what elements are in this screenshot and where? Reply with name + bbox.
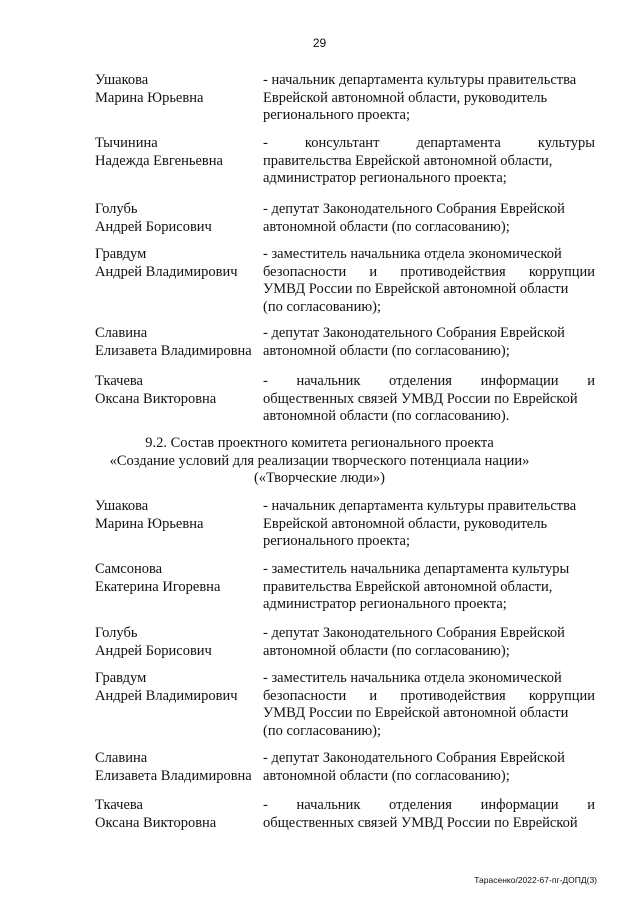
member-role-line: (по согласованию); xyxy=(263,298,382,315)
member-given-names: Надежда Евгеньевна xyxy=(95,152,223,169)
member-surname: Ткачева xyxy=(95,797,143,813)
member-role xyxy=(263,72,595,125)
member-role-line: - начальник отделения информации и xyxy=(263,797,595,813)
member-surname: Гравдум xyxy=(95,670,147,686)
member-role xyxy=(263,135,595,188)
member-entry xyxy=(95,72,595,125)
member-surname: Ткачева xyxy=(95,373,143,389)
member-given-names: Андрей Владимирович xyxy=(95,263,238,280)
member-role-line: УМВД России по Еврейской автономной области xyxy=(263,705,569,721)
member-role xyxy=(263,625,595,660)
page-number: 29 xyxy=(312,36,327,50)
member-role-line: администратор регионального проекта; xyxy=(263,596,507,612)
member-name xyxy=(95,498,263,551)
member-role-line: - депутат Законодательного Собрания Еврейской xyxy=(263,625,565,641)
member-given-names: Андрей Борисович xyxy=(95,642,212,659)
member-surname: Ушакова xyxy=(95,498,149,514)
member-role-line: Еврейской автономной области, руководитель xyxy=(263,89,548,106)
member-role-line: (по согласованию); xyxy=(263,722,382,739)
member-name xyxy=(95,797,263,832)
member-role-line: - заместитель начальника департамента культуры xyxy=(263,561,570,577)
member-surname: Славина xyxy=(95,750,148,766)
member-surname: Тычинина xyxy=(95,135,158,151)
member-entry xyxy=(95,325,595,360)
member-role-line: регионального проекта; xyxy=(263,107,410,123)
member-role xyxy=(263,325,595,360)
member-role-line: - начальник отделения информации и xyxy=(263,373,595,389)
member-given-names: Андрей Борисович xyxy=(95,218,212,235)
member-role-line: безопасности и противодействия коррупции xyxy=(263,687,595,704)
section-heading-line: «Создание условий для реализации творческого потенциала нации» xyxy=(109,452,530,469)
member-role-line: автономной области (по согласованию). xyxy=(263,408,510,424)
member-role xyxy=(263,498,595,551)
member-role-line: автономной области (по согласованию); xyxy=(263,642,510,659)
member-role-line: автономной области (по согласованию); xyxy=(263,342,510,359)
member-role-line: УМВД России по Еврейской автономной области xyxy=(263,281,569,297)
member-role-line: правительства Еврейской автономной области, xyxy=(263,578,553,595)
member-surname: Гравдум xyxy=(95,246,147,262)
member-entry xyxy=(95,498,595,551)
member-name xyxy=(95,201,263,236)
member-entry xyxy=(95,201,595,236)
member-role-line: общественных связей УМВД России по Еврейской xyxy=(263,390,578,407)
member-role xyxy=(263,373,595,426)
member-name xyxy=(95,135,263,188)
member-role-line: - депутат Законодательного Собрания Еврейской xyxy=(263,750,565,766)
member-role-line: автономной области (по согласованию); xyxy=(263,767,510,784)
section-heading-line: («Творческие люди») xyxy=(253,470,386,486)
member-role-line: общественных связей УМВД России по Еврейской xyxy=(263,814,578,831)
member-name xyxy=(95,246,263,316)
member-role-line: Еврейской автономной области, руководитель xyxy=(263,515,548,532)
member-role xyxy=(263,670,595,740)
member-entry xyxy=(95,135,595,188)
member-surname: Ушакова xyxy=(95,72,149,88)
member-role-line: безопасности и противодействия коррупции xyxy=(263,263,595,280)
member-role-line: - заместитель начальника отдела экономической xyxy=(263,670,562,686)
section-heading xyxy=(0,435,639,488)
member-role xyxy=(263,561,595,614)
section-heading-line: 9.2. Состав проектного комитета регионального проекта xyxy=(145,435,494,451)
member-surname: Славина xyxy=(95,325,148,341)
document-code: Тарасенко/2022-67-пг-ДОПД(3) xyxy=(474,875,597,885)
member-given-names: Марина Юрьевна xyxy=(95,89,204,106)
member-name xyxy=(95,373,263,426)
member-role xyxy=(263,797,595,832)
member-role-line: - депутат Законодательного Собрания Еврейской xyxy=(263,201,565,217)
member-role-line: правительства Еврейской автономной области, xyxy=(263,152,553,169)
member-role-line: регионального проекта; xyxy=(263,533,410,549)
member-entry xyxy=(95,670,595,740)
member-given-names: Андрей Владимирович xyxy=(95,687,238,704)
member-given-names: Екатерина Игоревна xyxy=(95,578,221,595)
member-entry xyxy=(95,246,595,316)
member-given-names: Оксана Викторовна xyxy=(95,814,217,831)
member-given-names: Елизавета Владимировна xyxy=(95,342,252,359)
member-role-line: - начальник департамента культуры правительства xyxy=(263,498,577,514)
member-surname: Голубь xyxy=(95,625,138,641)
member-entry xyxy=(95,625,595,660)
member-role-line: - заместитель начальника отдела экономической xyxy=(263,246,562,262)
member-name xyxy=(95,750,263,785)
member-given-names: Марина Юрьевна xyxy=(95,515,204,532)
member-name xyxy=(95,625,263,660)
member-entry xyxy=(95,797,595,832)
member-role xyxy=(263,201,595,236)
member-role-line: - начальник департамента культуры правительства xyxy=(263,72,577,88)
member-entry xyxy=(95,561,595,614)
member-role-line: - консультант департамента культуры xyxy=(263,135,595,151)
member-surname: Самсонова xyxy=(95,561,163,577)
member-role xyxy=(263,750,595,785)
member-role-line: администратор регионального проекта; xyxy=(263,170,507,186)
member-surname: Голубь xyxy=(95,201,138,217)
member-entry xyxy=(95,373,595,426)
member-entry xyxy=(95,750,595,785)
member-name xyxy=(95,325,263,360)
member-name xyxy=(95,561,263,614)
member-given-names: Оксана Викторовна xyxy=(95,390,217,407)
member-role-line: автономной области (по согласованию); xyxy=(263,218,510,235)
member-role xyxy=(263,246,595,316)
member-name xyxy=(95,670,263,740)
member-role-line: - депутат Законодательного Собрания Еврейской xyxy=(263,325,565,341)
member-name xyxy=(95,72,263,125)
member-given-names: Елизавета Владимировна xyxy=(95,767,252,784)
